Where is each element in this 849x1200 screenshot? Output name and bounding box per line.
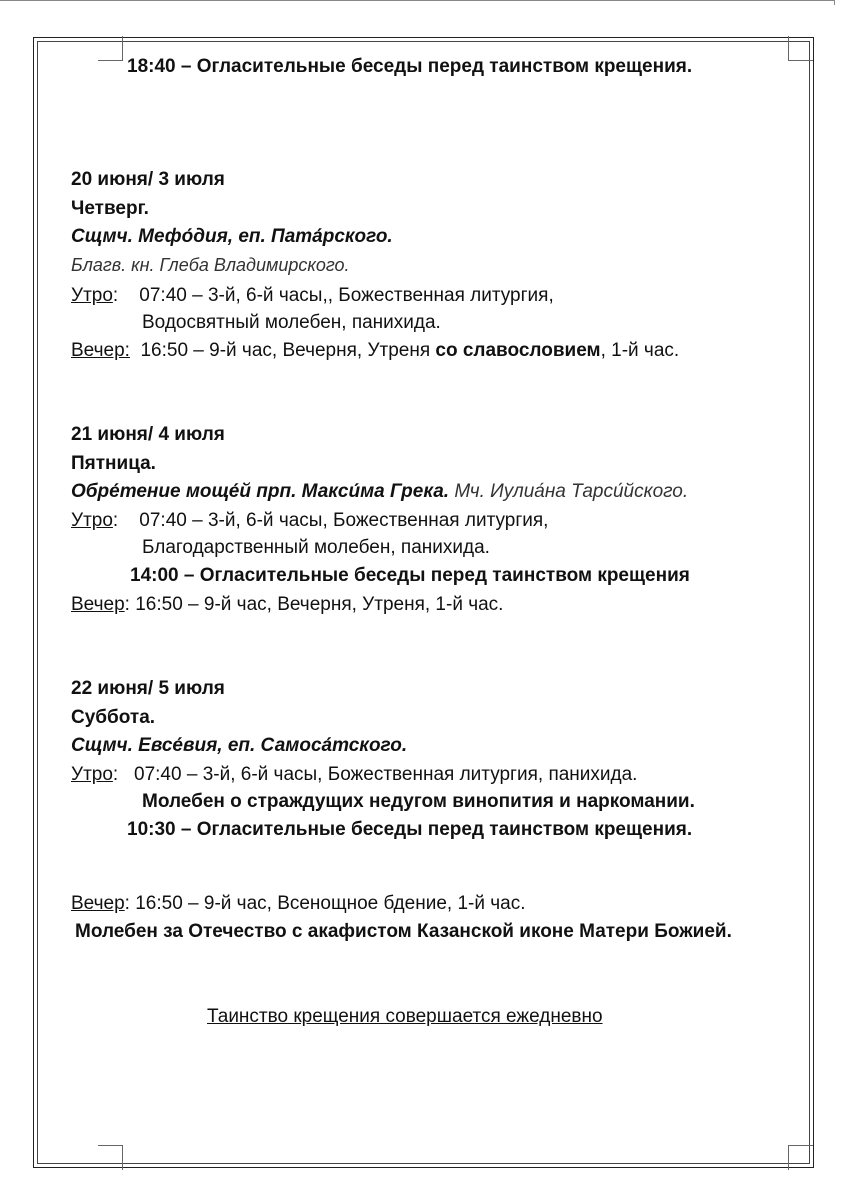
- day1-evening-text-a: 16:50 – 9-й час, Вечерня, Утреня: [129, 340, 436, 361]
- day1-evening-row: [71, 340, 679, 362]
- day3-catechism: 10:30 – Огласительные беседы перед таинством крещения.: [127, 819, 693, 840]
- day2-saint-secondary: Мч. Иулиа́на Тарси́йского.: [449, 481, 689, 502]
- day2-evening-row: [71, 594, 503, 616]
- day1-evening-bold: со славословием: [435, 340, 601, 361]
- day3-date: 22 июня/ 5 июля: [71, 678, 225, 699]
- corner-mark-top-left: [98, 36, 123, 61]
- corner-mark-bottom-left: [98, 1145, 123, 1170]
- day2-morning-cont: Благодарственный молебен, панихида.: [142, 537, 490, 558]
- day3-evening-text: : 16:50 – 9-й час, Всенощное бдение, 1-й час.: [124, 893, 526, 914]
- day3-moleben: Молебен о страждущих недугом винопития и наркомании.: [142, 791, 695, 812]
- day2-morning-row: [71, 510, 548, 532]
- day3-morning-row: [71, 764, 637, 786]
- day2-morning-text: : 07:40 – 3-й, 6-й часы, Божественная литургия,: [112, 510, 549, 531]
- day1-evening-label: Вечер:: [71, 340, 130, 361]
- day3-morning-text: : 07:40 – 3-й, 6-й часы, Божественная литургия, панихида.: [112, 764, 638, 785]
- day1-morning-row: [71, 285, 554, 307]
- day1-weekday: Четверг.: [71, 198, 149, 219]
- day2-date: 21 июня/ 4 июля: [71, 424, 225, 445]
- day2-morning-label: Утро: [71, 510, 113, 531]
- day2-saint-main: Обре́тение моще́й прп. Макси́ма Грека.: [71, 481, 450, 502]
- day3-morning-label: Утро: [71, 764, 113, 785]
- corner-mark-top-right: [788, 36, 813, 61]
- day1-saint-secondary: Благв. кн. Глеба Владимирского.: [71, 255, 350, 275]
- day2-saints-row: [71, 481, 688, 503]
- day1-evening-text-b: , 1-й час.: [600, 340, 680, 361]
- day2-evening-label: Вечер: [71, 594, 125, 615]
- day3-evening-row: [71, 893, 525, 915]
- day1-morning-cont: Водосвятный молебен, панихида.: [142, 312, 441, 333]
- corner-mark-bottom-right: [788, 1145, 813, 1170]
- day2-weekday: Пятница.: [71, 453, 156, 474]
- day3-saint: Сщмч. Евсе́вия, еп. Самоса́тского.: [71, 735, 408, 756]
- day2-evening-text: : 16:50 – 9-й час, Вечерня, Утреня, 1-й час.: [124, 594, 504, 615]
- day2-catechism: 14:00 – Огласительные беседы перед таинством крещения: [130, 565, 690, 586]
- baptism-daily-note: Таинство крещения совершается ежедневно: [207, 1006, 603, 1027]
- day1-date: 20 июня/ 3 июля: [71, 169, 225, 190]
- day3-evening-label: Вечер: [71, 893, 125, 914]
- catechism-header-line: 18:40 – Огласительные беседы перед таинством крещения.: [127, 56, 693, 77]
- day3-moleben-country: Молебен за Отечество с акафистом Казанской иконе Матери Божией.: [75, 921, 732, 942]
- page-top-edge: [0, 0, 835, 5]
- day3-weekday: Суббота.: [71, 707, 156, 728]
- day1-saint-main: Сщмч. Мефо́дия, еп. Пата́рского.: [71, 226, 393, 247]
- day1-morning-text: : 07:40 – 3-й, 6-й часы,, Божественная литургия,: [112, 285, 554, 306]
- day1-morning-label: Утро: [71, 285, 113, 306]
